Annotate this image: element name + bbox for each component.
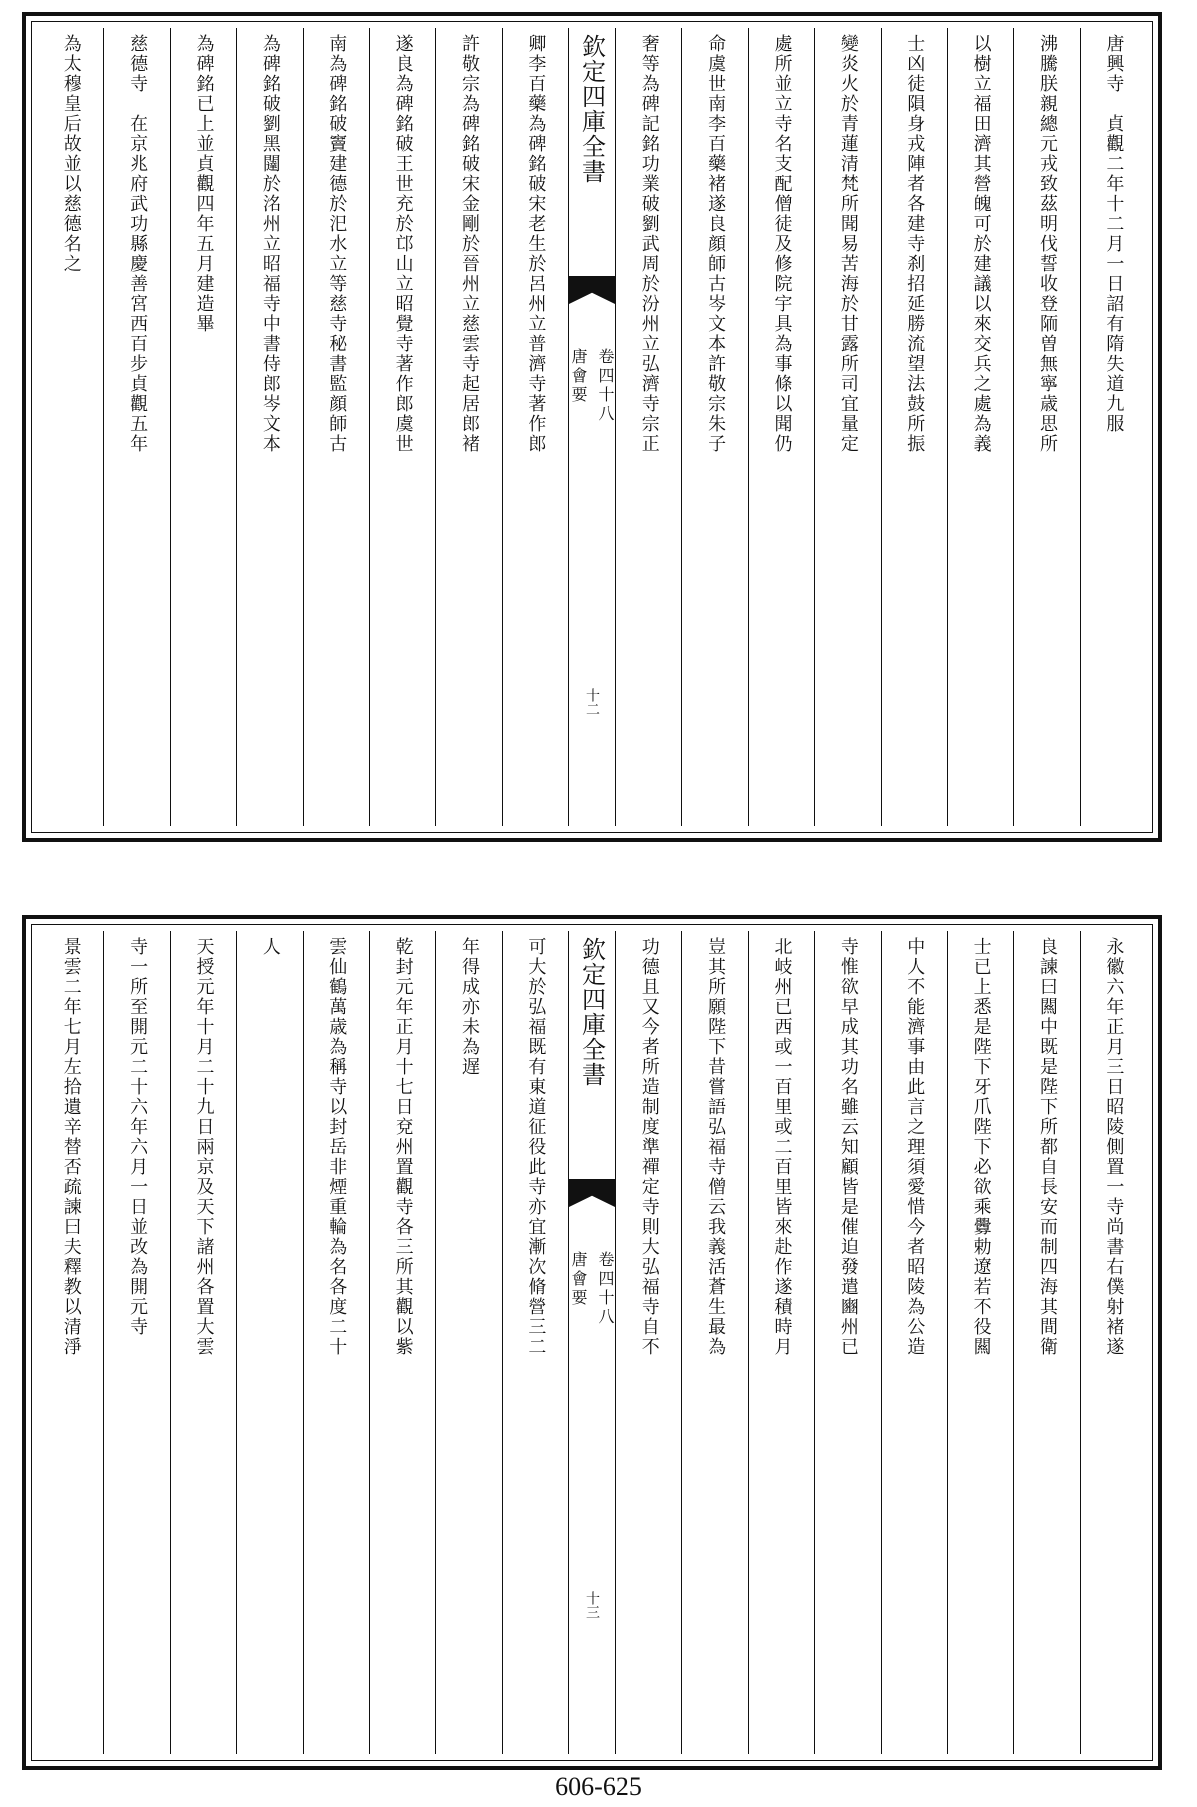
column-text: 士凶徒隕身戎陣者各建寺刹招延勝流望法鼓所振 bbox=[904, 34, 926, 454]
column-text: 景雲二年七月左拾遺辛替否疏諫曰夫釋教以清淨 bbox=[60, 937, 82, 1357]
column-text: 為碑銘破劉黑闥於洺州立昭福寺中書侍郎岑文本 bbox=[259, 34, 281, 454]
column-text: 豈其所願陛下昔嘗語弘福寺僧云我義活蒼生最為 bbox=[705, 937, 727, 1357]
column-text: 以樹立福田濟其營魄可於建議以來交兵之處為義 bbox=[970, 34, 992, 454]
column-text: 雲仙鶴萬歳為稱寺以封岳非煙重輪為名各度二十 bbox=[326, 937, 348, 1357]
text-column bbox=[749, 931, 815, 1754]
column-text: 遂良為碑銘破王世充於邙山立昭覺寺著作郎虞世 bbox=[392, 34, 414, 454]
column-text: 北岐州已西或一百里或二百里皆來赴作遂積時月 bbox=[771, 937, 793, 1357]
column-text: 永徽六年正月三日昭陵側置一寺尚書右僕射褚遂 bbox=[1103, 937, 1125, 1357]
page-center-margin bbox=[569, 931, 616, 1754]
column-text: 士已上悉是陛下牙爪陛下必欲乘釁勅遼若不役闗 bbox=[970, 937, 992, 1357]
margin-page-number: 十二 bbox=[584, 688, 600, 716]
margin-book-title: 唐會要 bbox=[569, 1251, 588, 1308]
column-text: 唐興寺 貞觀二年十二月一日詔有隋失道九服 bbox=[1103, 34, 1125, 434]
column-text: 沸騰朕親總元戎致茲明伐誓收登陑曽無寧歳思所 bbox=[1036, 34, 1058, 454]
margin-title: 欽定四庫全書 bbox=[577, 34, 606, 184]
text-column bbox=[304, 28, 370, 826]
margin-page-number: 十三 bbox=[584, 1591, 600, 1619]
text-column bbox=[1014, 931, 1080, 1754]
column-text: 南為碑銘破竇建德於汜水立等慈寺秘書監顔師古 bbox=[326, 34, 348, 454]
text-column bbox=[503, 931, 569, 1754]
text-column bbox=[38, 28, 104, 826]
text-column bbox=[104, 931, 170, 1754]
page-center-margin bbox=[569, 28, 616, 826]
text-column bbox=[682, 28, 748, 826]
text-column bbox=[370, 931, 436, 1754]
fish-tail-ornament bbox=[569, 1179, 615, 1207]
column-text: 功德且又今者所造制度準禪定寺則大弘福寺自不 bbox=[638, 937, 660, 1357]
column-text: 人 bbox=[259, 937, 281, 957]
column-text: 為太穆皇后故並以慈德名之 bbox=[60, 34, 82, 274]
text-column bbox=[171, 931, 237, 1754]
text-column bbox=[616, 931, 682, 1754]
margin-book-title: 唐會要 bbox=[569, 348, 588, 405]
text-column bbox=[1014, 28, 1080, 826]
column-text: 命虞世南李百藥褚遂良顔師古岑文本許敬宗朱子 bbox=[705, 34, 727, 454]
column-text: 良諫曰闗中既是陛下所都自長安而制四海其間衛 bbox=[1036, 937, 1058, 1357]
text-column bbox=[749, 28, 815, 826]
text-column bbox=[171, 28, 237, 826]
column-text: 年得成亦未為遅 bbox=[458, 937, 480, 1077]
column-text: 卿李百藥為碑銘破宋老生於呂州立普濟寺著作郎 bbox=[525, 34, 547, 454]
margin-title: 欽定四庫全書 bbox=[577, 937, 606, 1087]
text-column bbox=[304, 931, 370, 1754]
page-footer-number: 606-625 bbox=[555, 1772, 642, 1801]
column-text: 寺惟欲早成其功名雖云知顧皆是催迫發遣豳州已 bbox=[837, 937, 859, 1357]
text-column bbox=[104, 28, 170, 826]
text-column bbox=[370, 28, 436, 826]
bottom-page bbox=[22, 915, 1162, 1770]
text-column bbox=[815, 28, 881, 826]
text-column bbox=[882, 28, 948, 826]
column-text: 中人不能濟事由此言之理須愛惜今者昭陵為公造 bbox=[904, 937, 926, 1357]
text-column bbox=[616, 28, 682, 826]
column-text: 慈德寺 在京兆府武功縣慶善宮西百步貞觀五年 bbox=[127, 34, 149, 454]
text-column bbox=[237, 931, 303, 1754]
column-text: 天授元年十月二十九日兩京及天下諸州各置大雲 bbox=[193, 937, 215, 1357]
text-column bbox=[948, 931, 1014, 1754]
column-text: 變炎火於青蓮清梵所聞易苦海於甘露所司宜量定 bbox=[837, 34, 859, 454]
text-column bbox=[436, 28, 502, 826]
text-column bbox=[436, 931, 502, 1754]
column-text: 奢等為碑記銘功業破劉武周於汾州立弘濟寺宗正 bbox=[638, 34, 660, 454]
column-text: 許敬宗為碑銘破宋金剛於晉州立慈雲寺起居郎褚 bbox=[458, 34, 480, 454]
top-page bbox=[22, 12, 1162, 842]
text-column bbox=[1081, 28, 1146, 826]
margin-volume: 卷四十八 bbox=[596, 1251, 615, 1327]
column-text: 處所並立寺名支配僧徒及修院宇具為事條以聞仍 bbox=[771, 34, 793, 454]
column-text: 寺一所至開元二十六年六月一日並改為開元寺 bbox=[127, 937, 149, 1337]
text-column bbox=[948, 28, 1014, 826]
text-column bbox=[882, 931, 948, 1754]
column-text: 乾封元年正月十七日兗州置觀寺各三所其觀以紫 bbox=[392, 937, 414, 1357]
text-column bbox=[815, 931, 881, 1754]
text-column bbox=[503, 28, 569, 826]
text-column bbox=[1081, 931, 1146, 1754]
fish-tail-ornament bbox=[569, 276, 615, 304]
text-column bbox=[237, 28, 303, 826]
text-column bbox=[38, 931, 104, 1754]
text-column bbox=[682, 931, 748, 1754]
column-text: 為碑銘已上並貞觀四年五月建造畢 bbox=[193, 34, 215, 334]
margin-volume: 卷四十八 bbox=[596, 348, 615, 424]
column-text: 可大於弘福既有東道征役此寺亦宜漸次脩營三二 bbox=[525, 937, 547, 1357]
